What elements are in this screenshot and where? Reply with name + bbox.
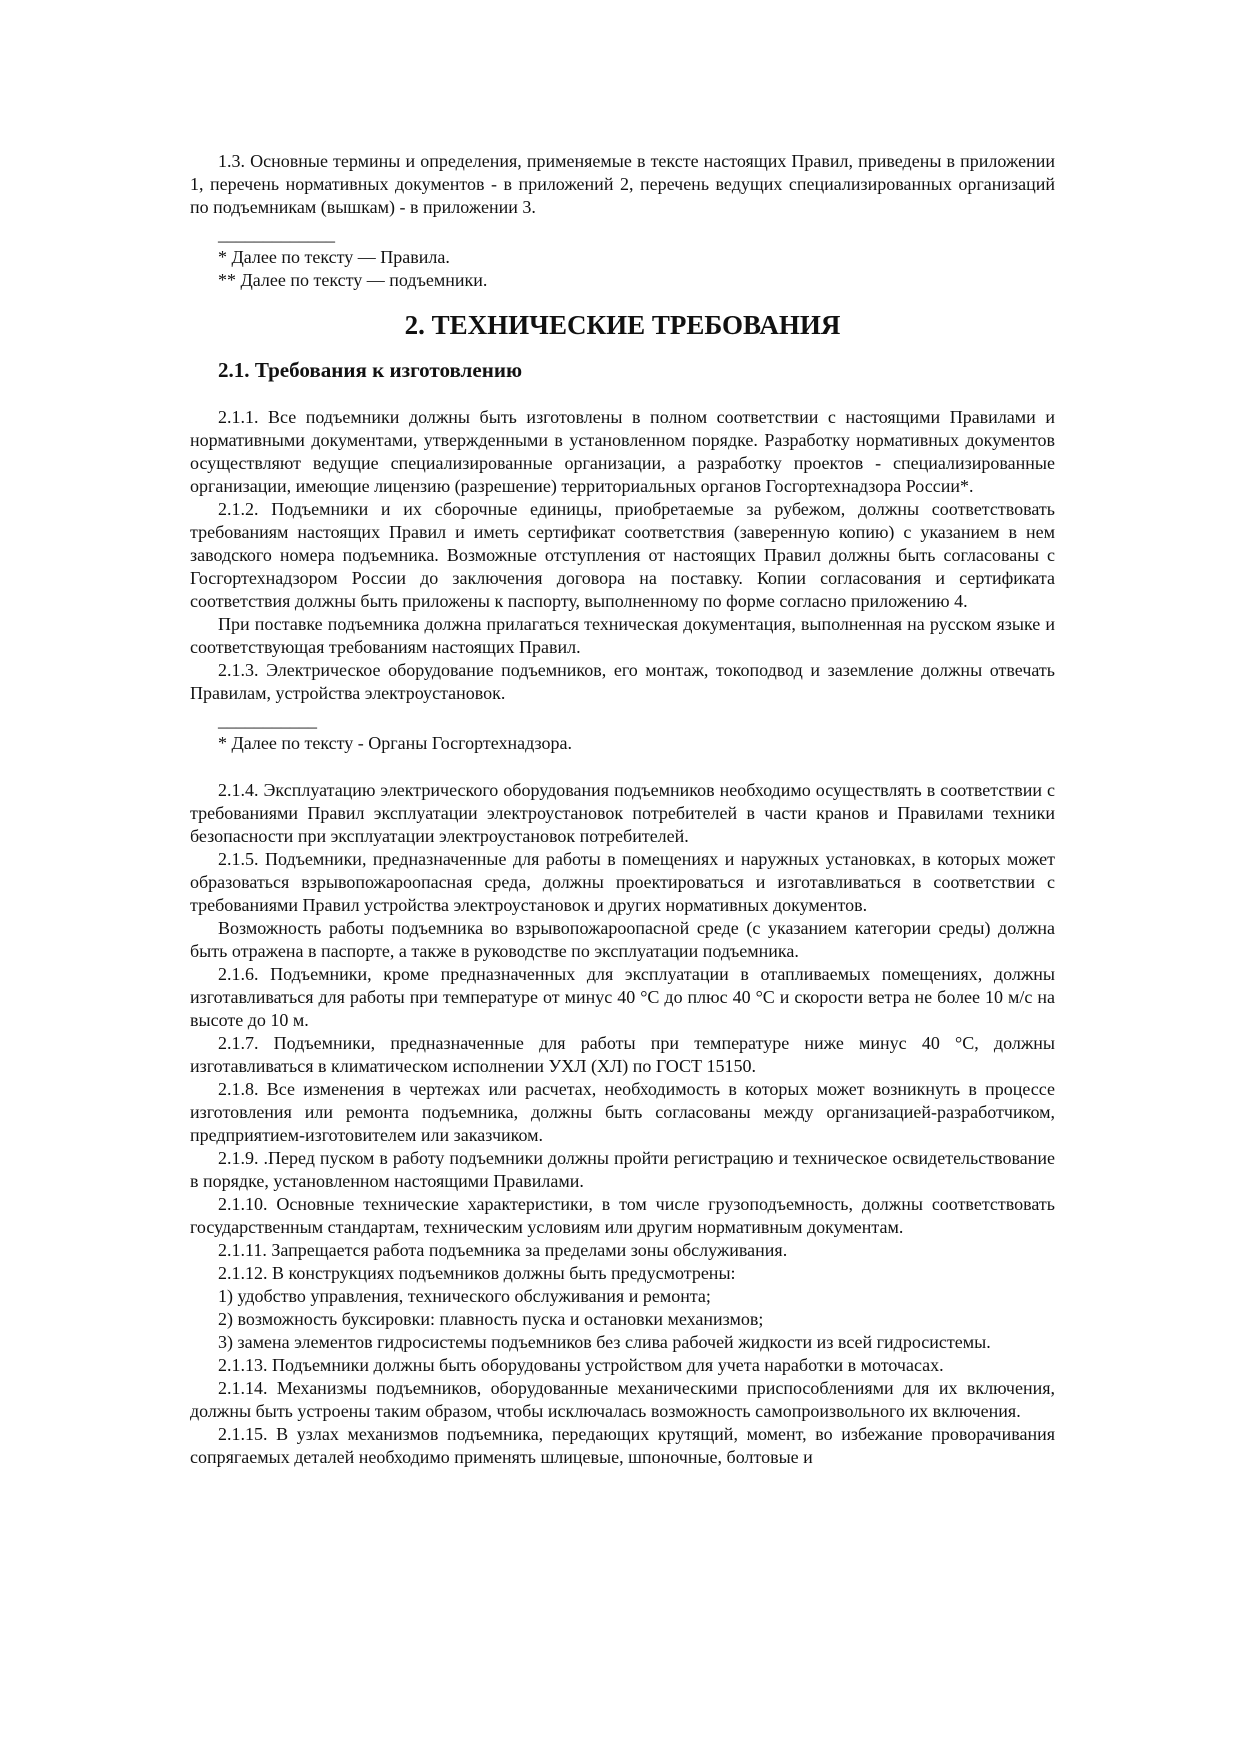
list-item-2-1-12-1: 1) удобство управления, технического обслуживания и ремонта;	[218, 1286, 711, 1306]
footnote-gosgortekhnadzor: * Далее по тексту - Органы Госгортехнадзора.	[218, 733, 572, 753]
paragraph-2-1-15: 2.1.15. В узлах механизмов подъемника, передающих крутящий, момент, во избежание проворачивания сопрягаемых деталей необходимо применять шлицевые, шпоночные, болтовые и	[190, 1424, 1055, 1467]
paragraph-2-1-5-cont: Возможность работы подъемника во взрывопожароопасной среде (с указанием категории среды) должна быть отражена в паспорте, а также в руководстве по эксплуатации подъемника.	[190, 918, 1055, 961]
paragraph-2-1-2-cont: При поставке подъемника должна прилагаться техническая документация, выполненная на русском языке и соответствующая требованиям настоящих Правил.	[190, 614, 1055, 657]
paragraph-1-3: 1.3. Основные термины и определения, применяемые в тексте настоящих Правил, приведены в приложении 1, перечень нормативных документов - в приложений 2, перечень ведущих специализированных организаций по подъемникам (вышкам) - в приложении 3.	[190, 151, 1055, 217]
paragraph-2-1-1: 2.1.1. Все подъемники должны быть изготовлены в полном соответствии с настоящими Правилами и нормативными документами, утвержденными в установленном порядке. Разработку нормативных документов осуществляют ведущие специализированные организации, а разработку проектов - специализированные организации, имеющие лицензию (разрешение) территориальных органов Госгортехнадзора России*.	[190, 407, 1055, 496]
paragraph-2-1-13: 2.1.13. Подъемники должны быть оборудованы устройством для учета наработки в моточасах.	[218, 1355, 944, 1375]
paragraph-2-1-2: 2.1.2. Подъемники и их сборочные единицы, приобретаемые за рубежом, должны соответствовать требованиям настоящих Правил и иметь сертификат соответствия (заверенную копию) с указанием в нем заводского номера подъемника. Возможные отступления от настоящих Правил должны быть согласованы с Госгортехнадзором России до заключения договора на поставку. Копии согласования и сертификата соответствия должны быть приложены к паспорту, выполненному по форме согласно приложению 4.	[190, 499, 1055, 611]
paragraph-2-1-12: 2.1.12. В конструкциях подъемников должны быть предусмотрены:	[218, 1263, 736, 1283]
footnote-rules: * Далее по тексту — Правила.	[218, 247, 450, 267]
subsection-heading: 2.1. Требования к изготовлению	[218, 358, 523, 382]
footnote-separator-2: ___________	[218, 710, 317, 730]
document-page	[190, 150, 1055, 1469]
paragraph-2-1-6: 2.1.6. Подъемники, кроме предназначенных для эксплуатации в отапливаемых помещениях, должны изготавливаться для работы при температуре от минус 40 °С до плюс 40 °С и скорости ветра не более 10 м/с на высоте до 10 м.	[190, 964, 1055, 1030]
section-heading: 2. ТЕХНИЧЕСКИЕ ТРЕБОВАНИЯ	[404, 310, 841, 340]
footnote-separator: _____________	[218, 224, 335, 244]
paragraph-2-1-9: 2.1.9. .Перед пуском в работу подъемники должны пройти регистрацию и техническое освидетельствование в порядке, установленном настоящими Правилами.	[190, 1148, 1055, 1191]
paragraph-2-1-11: 2.1.11. Запрещается работа подъемника за пределами зоны обслуживания.	[218, 1240, 788, 1260]
paragraph-2-1-4: 2.1.4. Эксплуатацию электрического оборудования подъемников необходимо осуществлять в соответствии с требованиями Правил эксплуатации электроустановок потребителей в части кранов и Правилами техники безопасности при эксплуатации электроустановок потребителей.	[190, 780, 1055, 846]
list-item-2-1-12-3: 3) замена элементов гидросистемы подъемников без слива рабочей жидкости из всей гидросистемы.	[218, 1332, 991, 1352]
paragraph-2-1-8: 2.1.8. Все изменения в чертежах или расчетах, необходимость в которых может возникнуть в процессе изготовления или ремонта подъемника, должны быть согласованы между организацией-разработчиком, предприятием-изготовителем или заказчиком.	[190, 1079, 1055, 1145]
paragraph-2-1-14: 2.1.14. Механизмы подъемников, оборудованные механическими приспособлениями для их включения, должны быть устроены таким образом, чтобы исключалась возможность самопроизвольного их включения.	[190, 1378, 1055, 1421]
list-item-2-1-12-2: 2) возможность буксировки: плавность пуска и остановки механизмов;	[218, 1309, 764, 1329]
paragraph-2-1-3: 2.1.3. Электрическое оборудование подъемников, его монтаж, токоподвод и заземление должны отвечать Правилам, устройства электроустановок.	[190, 660, 1055, 703]
paragraph-2-1-5: 2.1.5. Подъемники, предназначенные для работы в помещениях и наружных установках, в которых может образоваться взрывопожароопасная среда, должны проектироваться и изготавливаться в соответствии с требованиями Правил устройства электроустановок и других нормативных документов.	[190, 849, 1055, 915]
paragraph-2-1-10: 2.1.10. Основные технические характеристики, в том числе грузоподъемность, должны соответствовать государственным стандартам, техническим условиям или другим нормативным документам.	[190, 1194, 1055, 1237]
paragraph-2-1-7: 2.1.7. Подъемники, предназначенные для работы при температуре ниже минус 40 °С, должны изготавливаться в климатическом исполнении УХЛ (ХЛ) по ГОСТ 15150.	[190, 1033, 1055, 1076]
footnote-lifts: ** Далее по тексту — подъемники.	[218, 270, 488, 290]
